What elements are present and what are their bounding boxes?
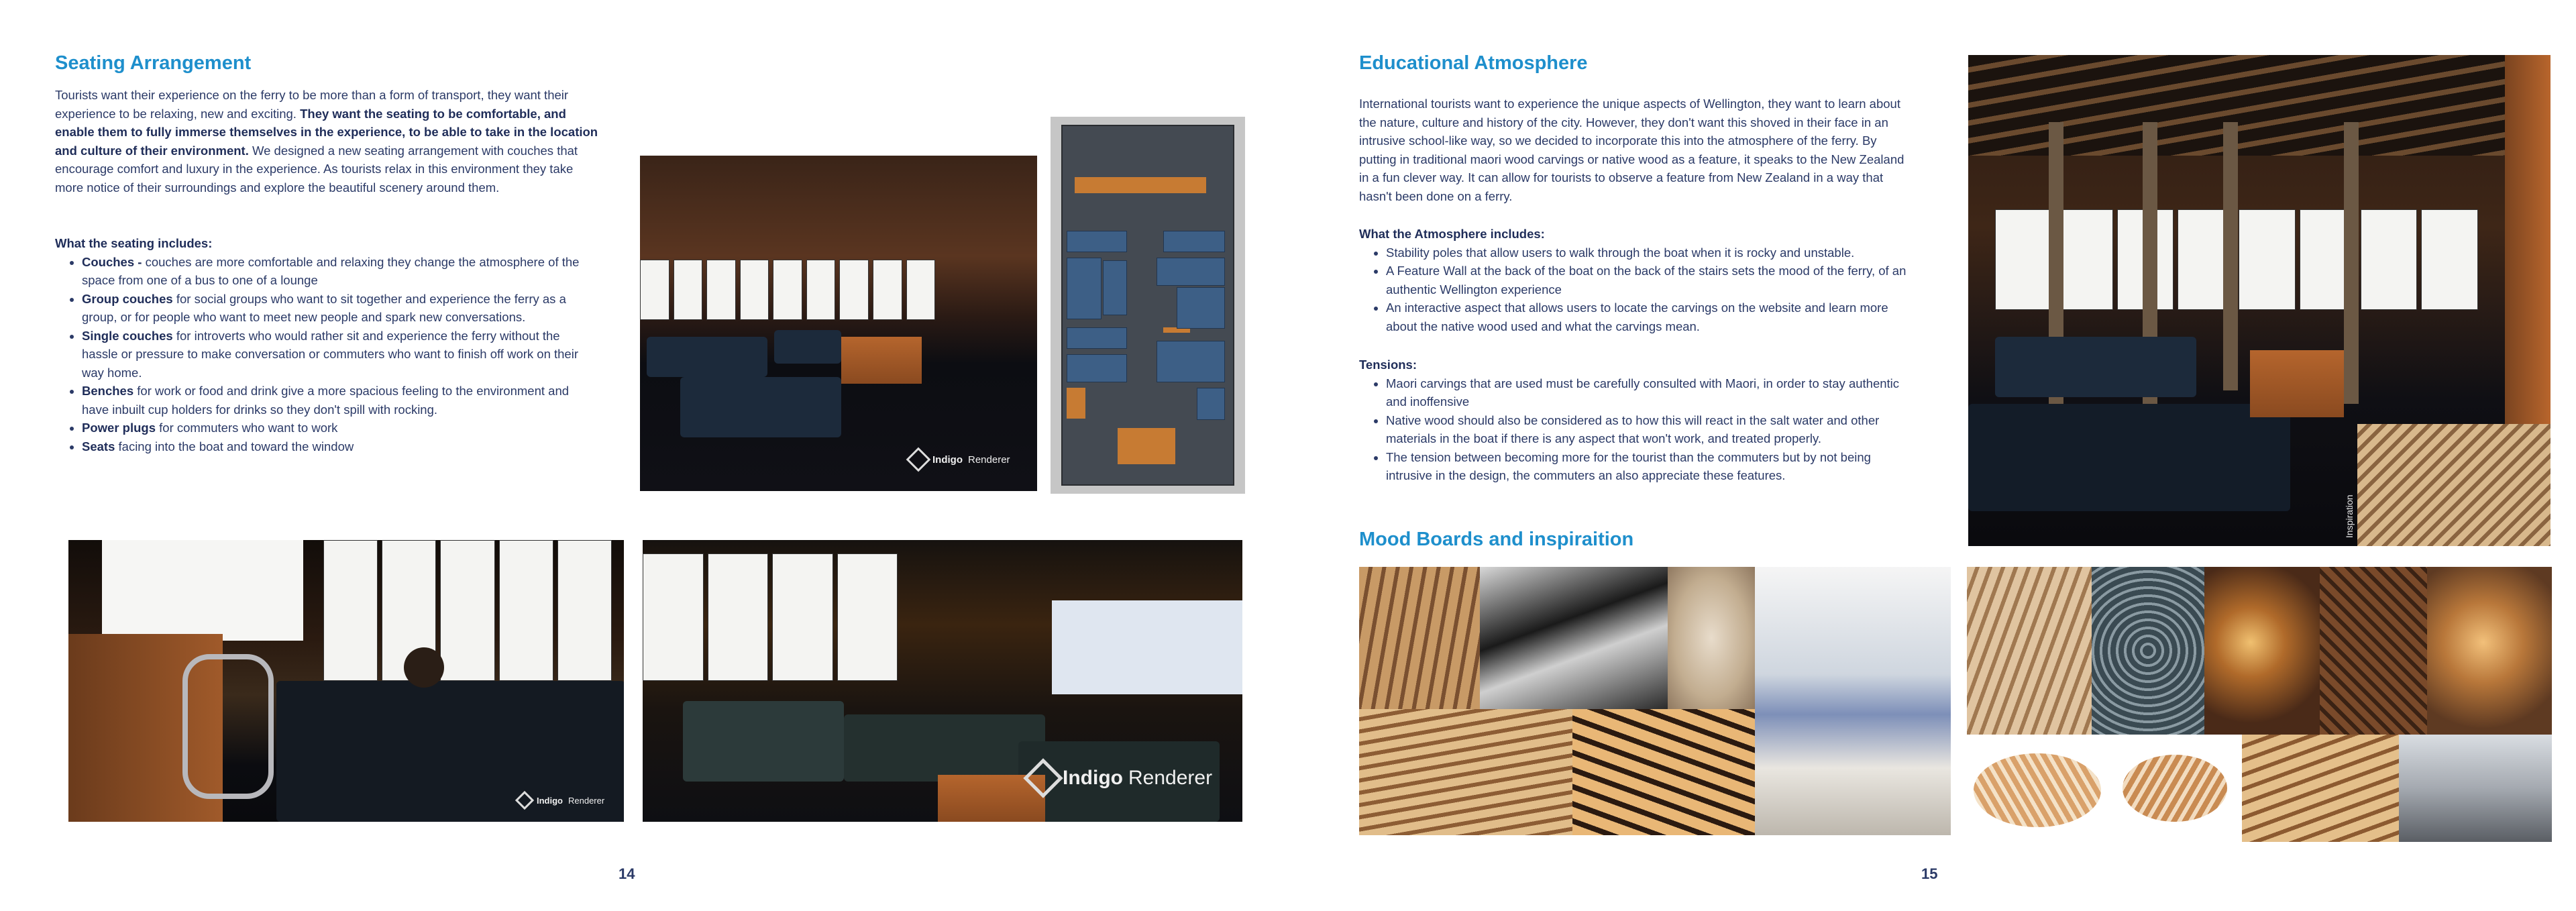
list-item [82,253,598,290]
atmosphere-intro-text: International tourists want to experience the unique aspects of Wellington, they want to learn about the nature, culture and history of the city. However, they don't want this shoved in their face in an intrusive school-like way, so we decided to incorporate this into the atmosphere of the ferry. By putting in traditional maori wood carvings or native wood as a feature, it speaks to the New Zealand in a fun clever way. It can allow for tourists to observe a feature from New Zealand in a way that hasn't been done on a ferry. [1359,97,1904,203]
watermark-brand: Indigo [1063,767,1123,789]
wheelchair [182,654,274,799]
seating-includes-heading: What the seating includes: [55,236,213,250]
atmosphere-intro [1359,95,1909,205]
couch [844,714,1045,782]
seating-intro [55,86,598,197]
inspiration-label: Inspiration [2344,494,2355,538]
floor-plan-image [1051,117,1245,494]
mood-board-image [2399,735,2552,842]
couch [647,337,767,377]
indigo-renderer-watermark [518,794,604,807]
window-strip [323,540,612,681]
list-item-text: for work or food and drink give a more spacious feeling to the environment and have inbuilt cup holders for drinks so they don't spill with rocking. [82,384,570,417]
mood-board-image [1755,567,1951,835]
stability-pole [2223,122,2238,390]
mood-board-image [1359,567,1480,709]
page-number-right: 15 [1921,865,1938,882]
indigo-renderer-watermark [1029,764,1212,792]
page-number-left: 14 [619,865,635,882]
list-item-bold: Benches [82,384,134,398]
mood-board-image [1668,567,1755,709]
atmosphere-includes-heading: What the Atmosphere includes: [1359,227,1545,241]
inspiration-inset-image [2357,424,2551,546]
couch [680,377,841,437]
list-item: • An interactive aspect that allows users to locate the carvings on the website and learn more about the native wood used and what the carvings mean. [1386,299,1916,335]
list-item [82,327,598,382]
seating-render-image [640,156,1037,491]
list-item [82,419,598,437]
tensions-list [1359,374,1916,485]
mood-board-image [2427,567,2552,735]
list-item: • A Feature Wall at the back of the boat on the back of the stairs sets the mood of the ferry, of an authentic Wellington experience [1386,262,1916,299]
list-item [82,290,598,327]
window [1052,600,1242,694]
watermark-brand: Indigo [932,453,963,466]
list-item: • The tension between becoming more for the tourist than the commuters but by not being intrusive in the design, the commuters an also appreciate these features. [1386,448,1916,485]
indigo-renderer-watermark [910,451,1010,468]
tensions-heading: Tensions: [1359,358,1417,372]
couch [683,701,844,782]
mood-board-image [2092,567,2204,735]
list-item-text: facing into the boat and toward the window [115,439,354,453]
list-item-bold: Power plugs [82,421,156,435]
wheelchair-render-image [68,540,624,822]
indigo-logo-icon [515,791,534,810]
seating-list [55,253,598,456]
person [404,647,444,688]
mood-board-image [1967,735,2108,842]
list-item: • Native wood should also be considered as to how this will react in the salt water and other materials in the boat if there is any aspect that won't work, and treated properly. [1386,411,1916,448]
list-item-bold: Couches - [82,254,146,269]
list-item-text: couches are more comfortable and relaxing they change the atmosphere of the space from one of a bus to one of a lounge [82,254,580,287]
list-item-bold: Single couches [82,328,173,343]
window-strip [640,260,935,320]
mood-board-image [2204,567,2320,735]
watermark-product: Renderer [1128,767,1213,789]
wood-table [841,337,922,384]
mood-board-image [1572,709,1755,835]
watermark-brand: Indigo [537,795,563,806]
wood-table [2250,350,2344,417]
indigo-logo-icon [1023,758,1063,798]
couch [1995,337,2196,397]
right-page-title: Educational Atmosphere [1359,52,1588,74]
mood-board-image [2320,567,2427,735]
seating-intro-bold: They want the seating to be comfortable, and enable them to fully immerse themselves in the experience, to be able to take in the location and culture of their environment. [55,106,598,158]
atmosphere-list [1359,244,1916,336]
atmosphere-includes [1359,225,1916,335]
indigo-logo-icon [906,447,931,472]
mood-board-image [2242,735,2399,842]
stability-pole [2344,122,2359,404]
window-strip [643,553,898,681]
watermark-product: Renderer [968,453,1010,466]
feature-wall-render-image [1968,55,2551,546]
seating-person-render-image [643,540,1242,822]
watermark-product: Renderer [568,795,605,806]
list-item [82,382,598,419]
mood-board-image [1480,567,1668,709]
list-item [82,437,598,456]
mood-board-image [1359,709,1572,835]
seating-intro-text-3: We designed a new seating arrangement with couches that encourage comfort and luxury in the experience. As tourists relax in this environment they take more notice of their surroundings and explore the beautiful scenery around them. [55,143,578,195]
seating-intro-text-1: Tourists want their experience on the ferry to be more than a form of transport, they want their experience to be relaxing, new and exciting. [55,88,569,121]
window [102,540,303,641]
mood-board-image [1967,567,2092,735]
seating-includes [55,234,598,455]
list-item-text: for social groups who want to sit together and experience the ferry as a group, or for people who want to meet new people and spark new conversations. [82,291,566,324]
list-item-text: for introverts who would rather sit and experience the ferry without the hassle or pressure to make conversation or commuters who want to finish off work on their way home. [82,328,578,380]
tensions [1359,356,1916,485]
list-item: • Stability poles that allow users to walk through the boat when it is rocky and unstable. [1386,244,1916,262]
mood-board-image [2108,735,2242,842]
mood-board-title: Mood Boards and inspiraition [1359,529,1634,550]
list-item-bold: Seats [82,439,115,453]
list-item: • Maori carvings that are used must be carefully consulted with Maori, in order to stay authentic and inoffensive [1386,374,1916,411]
couch [774,330,841,364]
couch [1968,404,2290,511]
list-item-text: for commuters who want to work [156,421,338,435]
list-item-bold: Group couches [82,291,173,306]
left-page-title: Seating Arrangement [55,52,252,74]
